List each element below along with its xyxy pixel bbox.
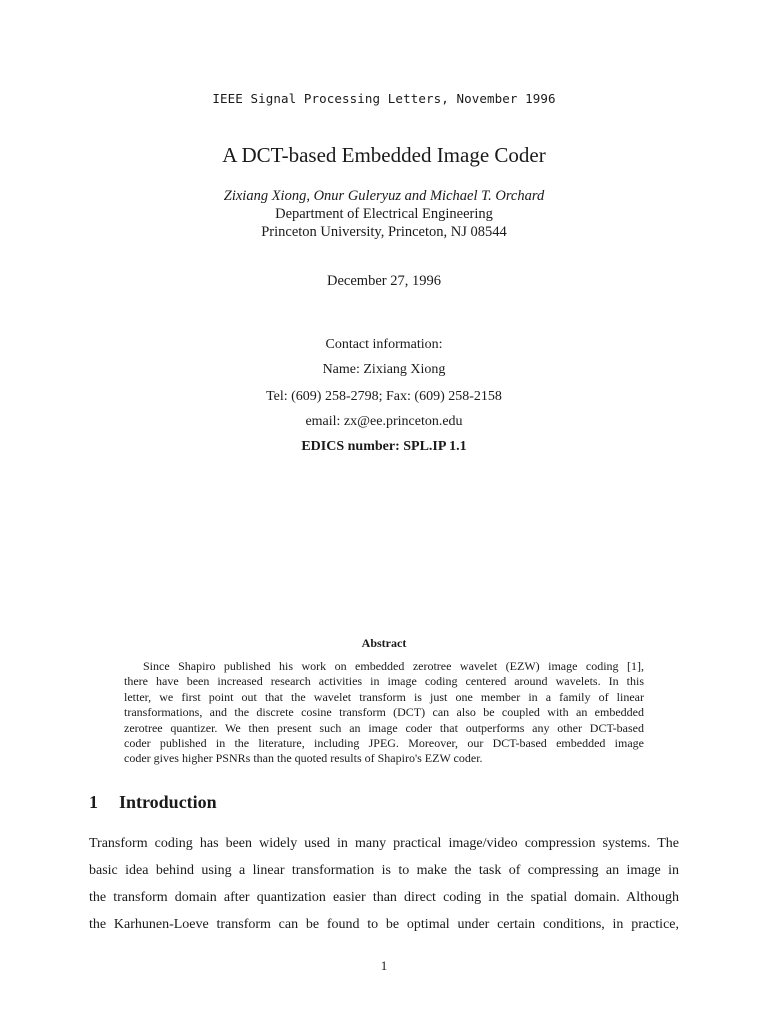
abstract-line: zerotree quantizer. We then present such an image coder that outperforms any other DCT-based <box>124 720 644 735</box>
contact-heading: Contact information: <box>325 337 443 352</box>
body-line: Transform coding has been widely used in many practical image/video compression systems. The <box>89 836 679 851</box>
section-title: Introduction <box>119 792 217 812</box>
section-heading <box>89 792 217 813</box>
journal-header: IEEE Signal Processing Letters, November 1996 <box>212 91 556 106</box>
abstract-line: transformations, and the discrete cosine transform (DCT) can also be coupled with an embedded <box>124 705 644 720</box>
page-number: 1 <box>380 958 388 973</box>
body-line: the Karhunen-Loeve transform can be found to be optimal under certain conditions, in practice, <box>89 917 679 932</box>
introduction-text <box>89 834 679 942</box>
abstract-line: Since Shapiro published his work on embedded zerotree wavelet (EZW) image coding [1], <box>143 659 644 673</box>
paper-title: A DCT-based Embedded Image Coder <box>222 143 546 167</box>
contact-phone: Tel: (609) 258-2798; Fax: (609) 258-2158 <box>266 389 502 404</box>
body-line: the transform domain after quantization easier than direct coding in the spatial domain. Although <box>89 890 679 905</box>
abstract-line: letter, we first point out that the wavelet transform is just one member in a family of linear <box>124 689 644 704</box>
section-number: 1 <box>89 792 98 812</box>
abstract-text <box>124 659 644 767</box>
abstract-heading: Abstract <box>361 636 407 650</box>
body-line: basic idea behind using a linear transformation is to make the task of compressing an image in <box>89 863 679 878</box>
edics-number: EDICS number: SPL.IP 1.1 <box>301 439 467 454</box>
paper-date: December 27, 1996 <box>327 273 441 289</box>
contact-name: Name: Zixiang Xiong <box>322 362 446 377</box>
abstract-line: coder gives higher PSNRs than the quoted results of Shapiro's EZW coder. <box>124 751 483 766</box>
contact-email: email: zx@ee.princeton.edu <box>305 414 463 429</box>
affiliation-university: Princeton University, Princeton, NJ 08544 <box>261 224 507 240</box>
affiliation-department: Department of Electrical Engineering <box>275 206 493 222</box>
abstract-line: there have been increased research activities in image coding centered around wavelets. In this <box>124 674 644 689</box>
abstract-line: coder published in the literature, including JPEG. Moreover, our DCT-based embedded image <box>124 735 644 750</box>
author-list: Zixiang Xiong, Onur Guleryuz and Michael T. Orchard <box>223 188 545 204</box>
